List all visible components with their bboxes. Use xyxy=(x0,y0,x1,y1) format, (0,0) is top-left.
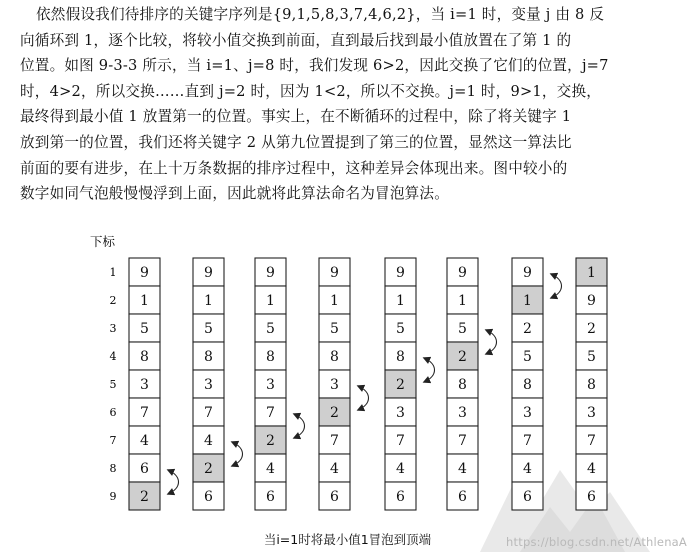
cell-value: 3 xyxy=(330,377,339,393)
array-column xyxy=(385,258,416,510)
cell-value: 1 xyxy=(204,293,213,309)
cell-value: 3 xyxy=(523,405,532,421)
cell-value: 4 xyxy=(330,461,339,477)
cell-value: 2 xyxy=(587,321,596,337)
cell-value: 1 xyxy=(458,293,467,309)
cell-value: 6 xyxy=(330,489,339,505)
cell-value: 8 xyxy=(140,349,149,365)
index-label: 1 xyxy=(109,266,117,279)
cell-value: 4 xyxy=(523,461,532,477)
body-paragraph xyxy=(20,2,670,207)
swap-arrow xyxy=(294,414,305,438)
cell-value: 5 xyxy=(266,321,275,337)
cell-value: 7 xyxy=(523,433,532,449)
cell-value: 5 xyxy=(396,321,405,337)
cell-value: 2 xyxy=(523,321,532,337)
cell-value: 9 xyxy=(396,265,405,281)
cell-value: 9 xyxy=(204,265,213,281)
paragraph-line: 放到第一的位置，我们还将关键字 2 从第九位置提到了第三的位置，显然这一算法比 xyxy=(20,133,572,151)
cell-value: 7 xyxy=(587,433,596,449)
array-column xyxy=(576,258,607,510)
cell-value: 8 xyxy=(330,349,339,365)
cell-value: 7 xyxy=(266,405,275,421)
swap-arrow xyxy=(551,274,562,298)
swap-arrow xyxy=(486,330,497,354)
paragraph-line: 向循环到 1，逐个比较，将较小值交换到前面，直到最后找到最小值放置在了第 1 的 xyxy=(20,31,572,49)
cell-value: 5 xyxy=(587,349,596,365)
cell-value: 3 xyxy=(458,405,467,421)
index-label: 2 xyxy=(109,294,117,307)
cell-value: 2 xyxy=(266,433,275,449)
cell-value: 7 xyxy=(330,433,339,449)
cell-value: 7 xyxy=(396,433,405,449)
array-column xyxy=(193,258,224,510)
paragraph-line: 数字如同气泡般慢慢浮到上面，因此就将此算法命名为冒泡算法。 xyxy=(20,185,450,203)
cell-value: 5 xyxy=(330,321,339,337)
cell-value: 1 xyxy=(587,265,596,281)
swap-arrow xyxy=(232,442,243,466)
paragraph-line: 最终得到最小值 1 放置第一的位置。事实上，在不断循环的过程中，除了将关键字 1 xyxy=(20,108,572,126)
swap-arrow xyxy=(358,386,369,410)
cell-value: 2 xyxy=(458,349,467,365)
cell-value: 7 xyxy=(458,433,467,449)
paragraph-line: 前面的要有进步，在上十万条数据的排序过程中，这种差异会体现出来。图中较小的 xyxy=(20,159,568,177)
paragraph-line: 时，4>2，所以交换……直到 j=2 时，因为 1<2，所以不交换。j=1 时，9>1，交换， xyxy=(20,82,602,100)
index-header: 下标 xyxy=(90,234,116,249)
index-label: 6 xyxy=(109,406,117,419)
swap-arrows xyxy=(168,274,562,494)
cell-value: 6 xyxy=(523,489,532,505)
array-column xyxy=(319,258,350,510)
array-column xyxy=(255,258,286,510)
cell-value: 4 xyxy=(140,433,149,449)
cell-value: 9 xyxy=(140,265,149,281)
cell-value: 7 xyxy=(140,405,149,421)
cell-value: 8 xyxy=(523,377,532,393)
array-column xyxy=(447,258,478,510)
cell-value: 8 xyxy=(458,377,467,393)
paragraph-line: 位置。如图 9-3-3 所示，当 i=1、j=8 时，我们发现 6>2，因此交换了它们的位置，j=7 xyxy=(20,57,609,75)
cell-value: 3 xyxy=(204,377,213,393)
cell-value: 9 xyxy=(266,265,275,281)
bubble-sort-figure xyxy=(0,230,695,555)
cell-value: 1 xyxy=(140,293,149,309)
cell-value: 9 xyxy=(523,265,532,281)
cell-value: 9 xyxy=(458,265,467,281)
cell-value: 6 xyxy=(204,489,213,505)
cell-value: 5 xyxy=(204,321,213,337)
swap-arrow xyxy=(424,358,435,382)
cell-value: 1 xyxy=(523,293,532,309)
figure-caption: 当i=1时将最小值1冒泡到顶端 xyxy=(263,532,432,547)
cell-value: 6 xyxy=(587,489,596,505)
cell-value: 7 xyxy=(204,405,213,421)
bubble-sort-diagram xyxy=(0,230,695,555)
cell-value: 5 xyxy=(523,349,532,365)
cell-value: 8 xyxy=(587,377,596,393)
cell-value: 1 xyxy=(266,293,275,309)
cell-value: 3 xyxy=(396,405,405,421)
paragraph-line: 依然假设我们待排序的关键字序列是{9,1,5,8,3,7,4,6,2}，当 i=1 时，变量 j 由 8 反 xyxy=(36,6,605,23)
array-columns xyxy=(129,258,607,510)
cell-value: 6 xyxy=(396,489,405,505)
cell-value: 8 xyxy=(266,349,275,365)
cell-value: 6 xyxy=(140,461,149,477)
cell-value: 8 xyxy=(204,349,213,365)
cell-value: 2 xyxy=(396,377,405,393)
index-label: 3 xyxy=(109,322,117,335)
index-label: 7 xyxy=(109,434,117,447)
cell-value: 1 xyxy=(396,293,405,309)
watermark-url: https://blog.csdn.net/AthlenaA xyxy=(506,535,687,549)
cell-value: 6 xyxy=(458,489,467,505)
cell-value: 4 xyxy=(266,461,275,477)
cell-value: 9 xyxy=(330,265,339,281)
cell-value: 1 xyxy=(330,293,339,309)
cell-value: 6 xyxy=(266,489,275,505)
cell-value: 4 xyxy=(396,461,405,477)
cell-value: 3 xyxy=(140,377,149,393)
cell-value: 2 xyxy=(330,405,339,421)
cell-value: 3 xyxy=(266,377,275,393)
cell-value: 4 xyxy=(587,461,596,477)
array-column xyxy=(512,258,543,510)
cell-value: 5 xyxy=(458,321,467,337)
index-label: 9 xyxy=(109,490,117,503)
cell-value: 3 xyxy=(587,405,596,421)
cell-value: 2 xyxy=(204,461,213,477)
index-column xyxy=(90,234,117,503)
index-label: 8 xyxy=(109,462,117,475)
array-column xyxy=(129,258,160,510)
cell-value: 4 xyxy=(458,461,467,477)
cell-value: 8 xyxy=(396,349,405,365)
index-label: 4 xyxy=(109,350,117,363)
index-label: 5 xyxy=(109,378,117,391)
cell-value: 2 xyxy=(140,489,149,505)
swap-arrow xyxy=(168,470,179,494)
cell-value: 9 xyxy=(587,293,596,309)
cell-value: 4 xyxy=(204,433,213,449)
cell-value: 5 xyxy=(140,321,149,337)
